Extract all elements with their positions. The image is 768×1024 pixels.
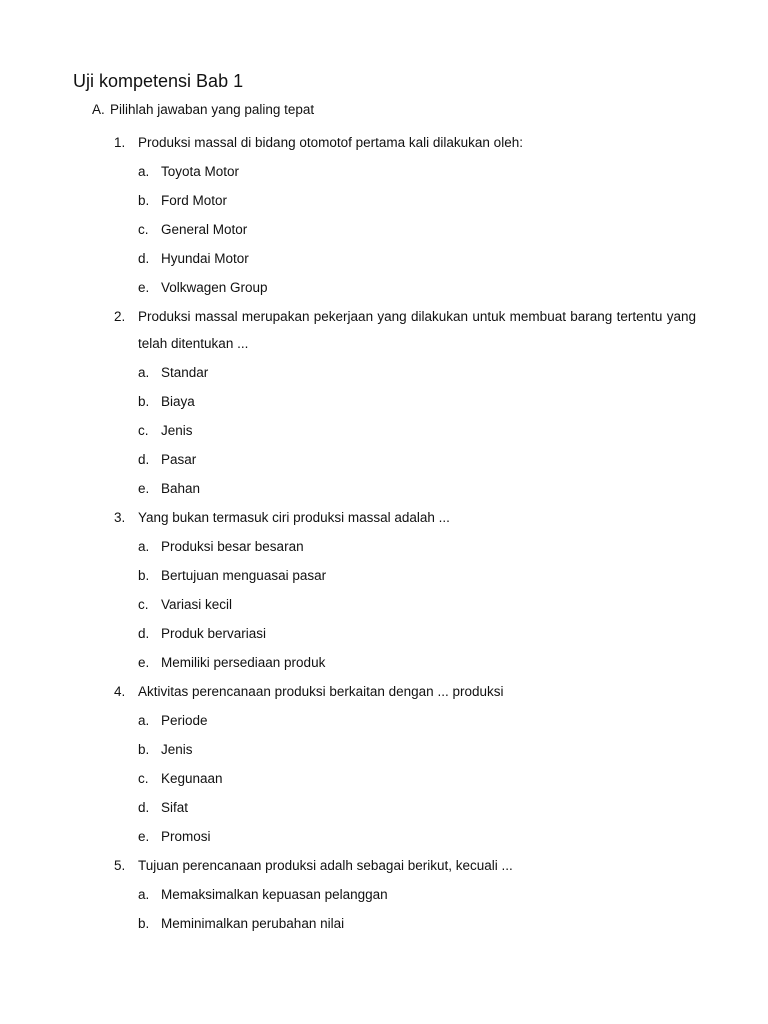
option-text: Toyota Motor [161,164,240,179]
option-text: Biaya [161,394,195,409]
question-row [0,851,696,880]
question-item [0,851,768,938]
option-text: Memiliki persediaan produk [161,655,326,670]
option-text: Jenis [161,423,193,438]
question-text: Tujuan perencanaan produksi adalh sebagai berikut, kecuali ... [138,858,513,873]
section-label: Pilihlah jawaban yang paling tepat [110,102,315,117]
option-list [0,880,768,938]
option-list [0,532,768,677]
option-list [0,157,768,302]
option-text: Meminimalkan perubahan nilai [161,916,345,931]
option-item [0,358,768,387]
option-item [0,706,768,735]
option-item [0,215,768,244]
option-letter: c. [138,597,149,612]
option-letter: a. [138,713,150,728]
section-heading [92,100,314,120]
question-number: 3. [114,510,126,525]
option-item [0,416,768,445]
question-number: 4. [114,684,126,699]
option-item [0,590,768,619]
option-letter: d. [138,800,150,815]
section-marker: A. [92,102,105,117]
option-text: Volkwagen Group [161,280,268,295]
option-letter: c. [138,423,149,438]
option-text: Hyundai Motor [161,251,249,266]
question-item [0,677,768,851]
option-item [0,387,768,416]
option-text: Standar [161,365,209,380]
option-letter: b. [138,916,150,931]
option-item [0,244,768,273]
option-letter: a. [138,887,150,902]
option-text: Bertujuan menguasai pasar [161,568,327,583]
question-number: 1. [114,135,126,150]
option-letter: e. [138,481,150,496]
question-row [0,677,696,706]
option-item [0,648,768,677]
option-item [0,445,768,474]
question-row [0,302,696,358]
option-letter: a. [138,365,150,380]
option-text: Jenis [161,742,193,757]
option-text: Sifat [161,800,189,815]
option-letter: d. [138,452,150,467]
option-list [0,706,768,851]
option-letter: b. [138,568,150,583]
option-letter: d. [138,626,150,641]
option-item [0,735,768,764]
question-list [0,128,768,938]
option-letter: e. [138,655,150,670]
option-letter: d. [138,251,150,266]
option-text: Ford Motor [161,193,228,208]
option-item [0,619,768,648]
option-item [0,880,768,909]
question-item [0,503,768,677]
option-item [0,764,768,793]
option-letter: c. [138,771,149,786]
option-text: Kegunaan [161,771,223,786]
question-row [0,128,696,157]
option-item [0,822,768,851]
question-number: 2. [114,309,126,324]
option-letter: e. [138,829,150,844]
option-letter: b. [138,193,150,208]
option-letter: a. [138,539,150,554]
option-item [0,186,768,215]
option-text: Produksi besar besaran [161,539,304,554]
question-text: Produksi massal merupakan pekerjaan yang dilakukan untuk membuat barang tertentu yang telah ditentukan ... [138,309,696,351]
option-item [0,561,768,590]
option-item [0,793,768,822]
question-number: 5. [114,858,126,873]
option-item [0,474,768,503]
option-letter: b. [138,742,150,757]
question-row [0,503,696,532]
option-text: Pasar [161,452,197,467]
option-item [0,273,768,302]
option-text: Promosi [161,829,211,844]
option-item [0,909,768,938]
question-item [0,302,768,503]
question-text: Produksi massal di bidang otomotof pertama kali dilakukan oleh: [138,135,523,150]
option-text: Bahan [161,481,201,496]
option-text: Variasi kecil [161,597,233,612]
option-text: General Motor [161,222,248,237]
option-item [0,157,768,186]
question-item [0,128,768,302]
option-letter: a. [138,164,150,179]
option-text: Periode [161,713,208,728]
option-text: Memaksimalkan kepuasan pelanggan [161,887,388,902]
option-letter: e. [138,280,150,295]
question-text: Yang bukan termasuk ciri produksi massal adalah ... [138,510,450,525]
option-letter: b. [138,394,150,409]
option-letter: c. [138,222,149,237]
page-title: Uji kompetensi Bab 1 [73,71,244,91]
question-text: Aktivitas perencanaan produksi berkaitan dengan ... produksi [138,684,504,699]
option-item [0,532,768,561]
option-list [0,358,768,503]
option-text: Produk bervariasi [161,626,267,641]
